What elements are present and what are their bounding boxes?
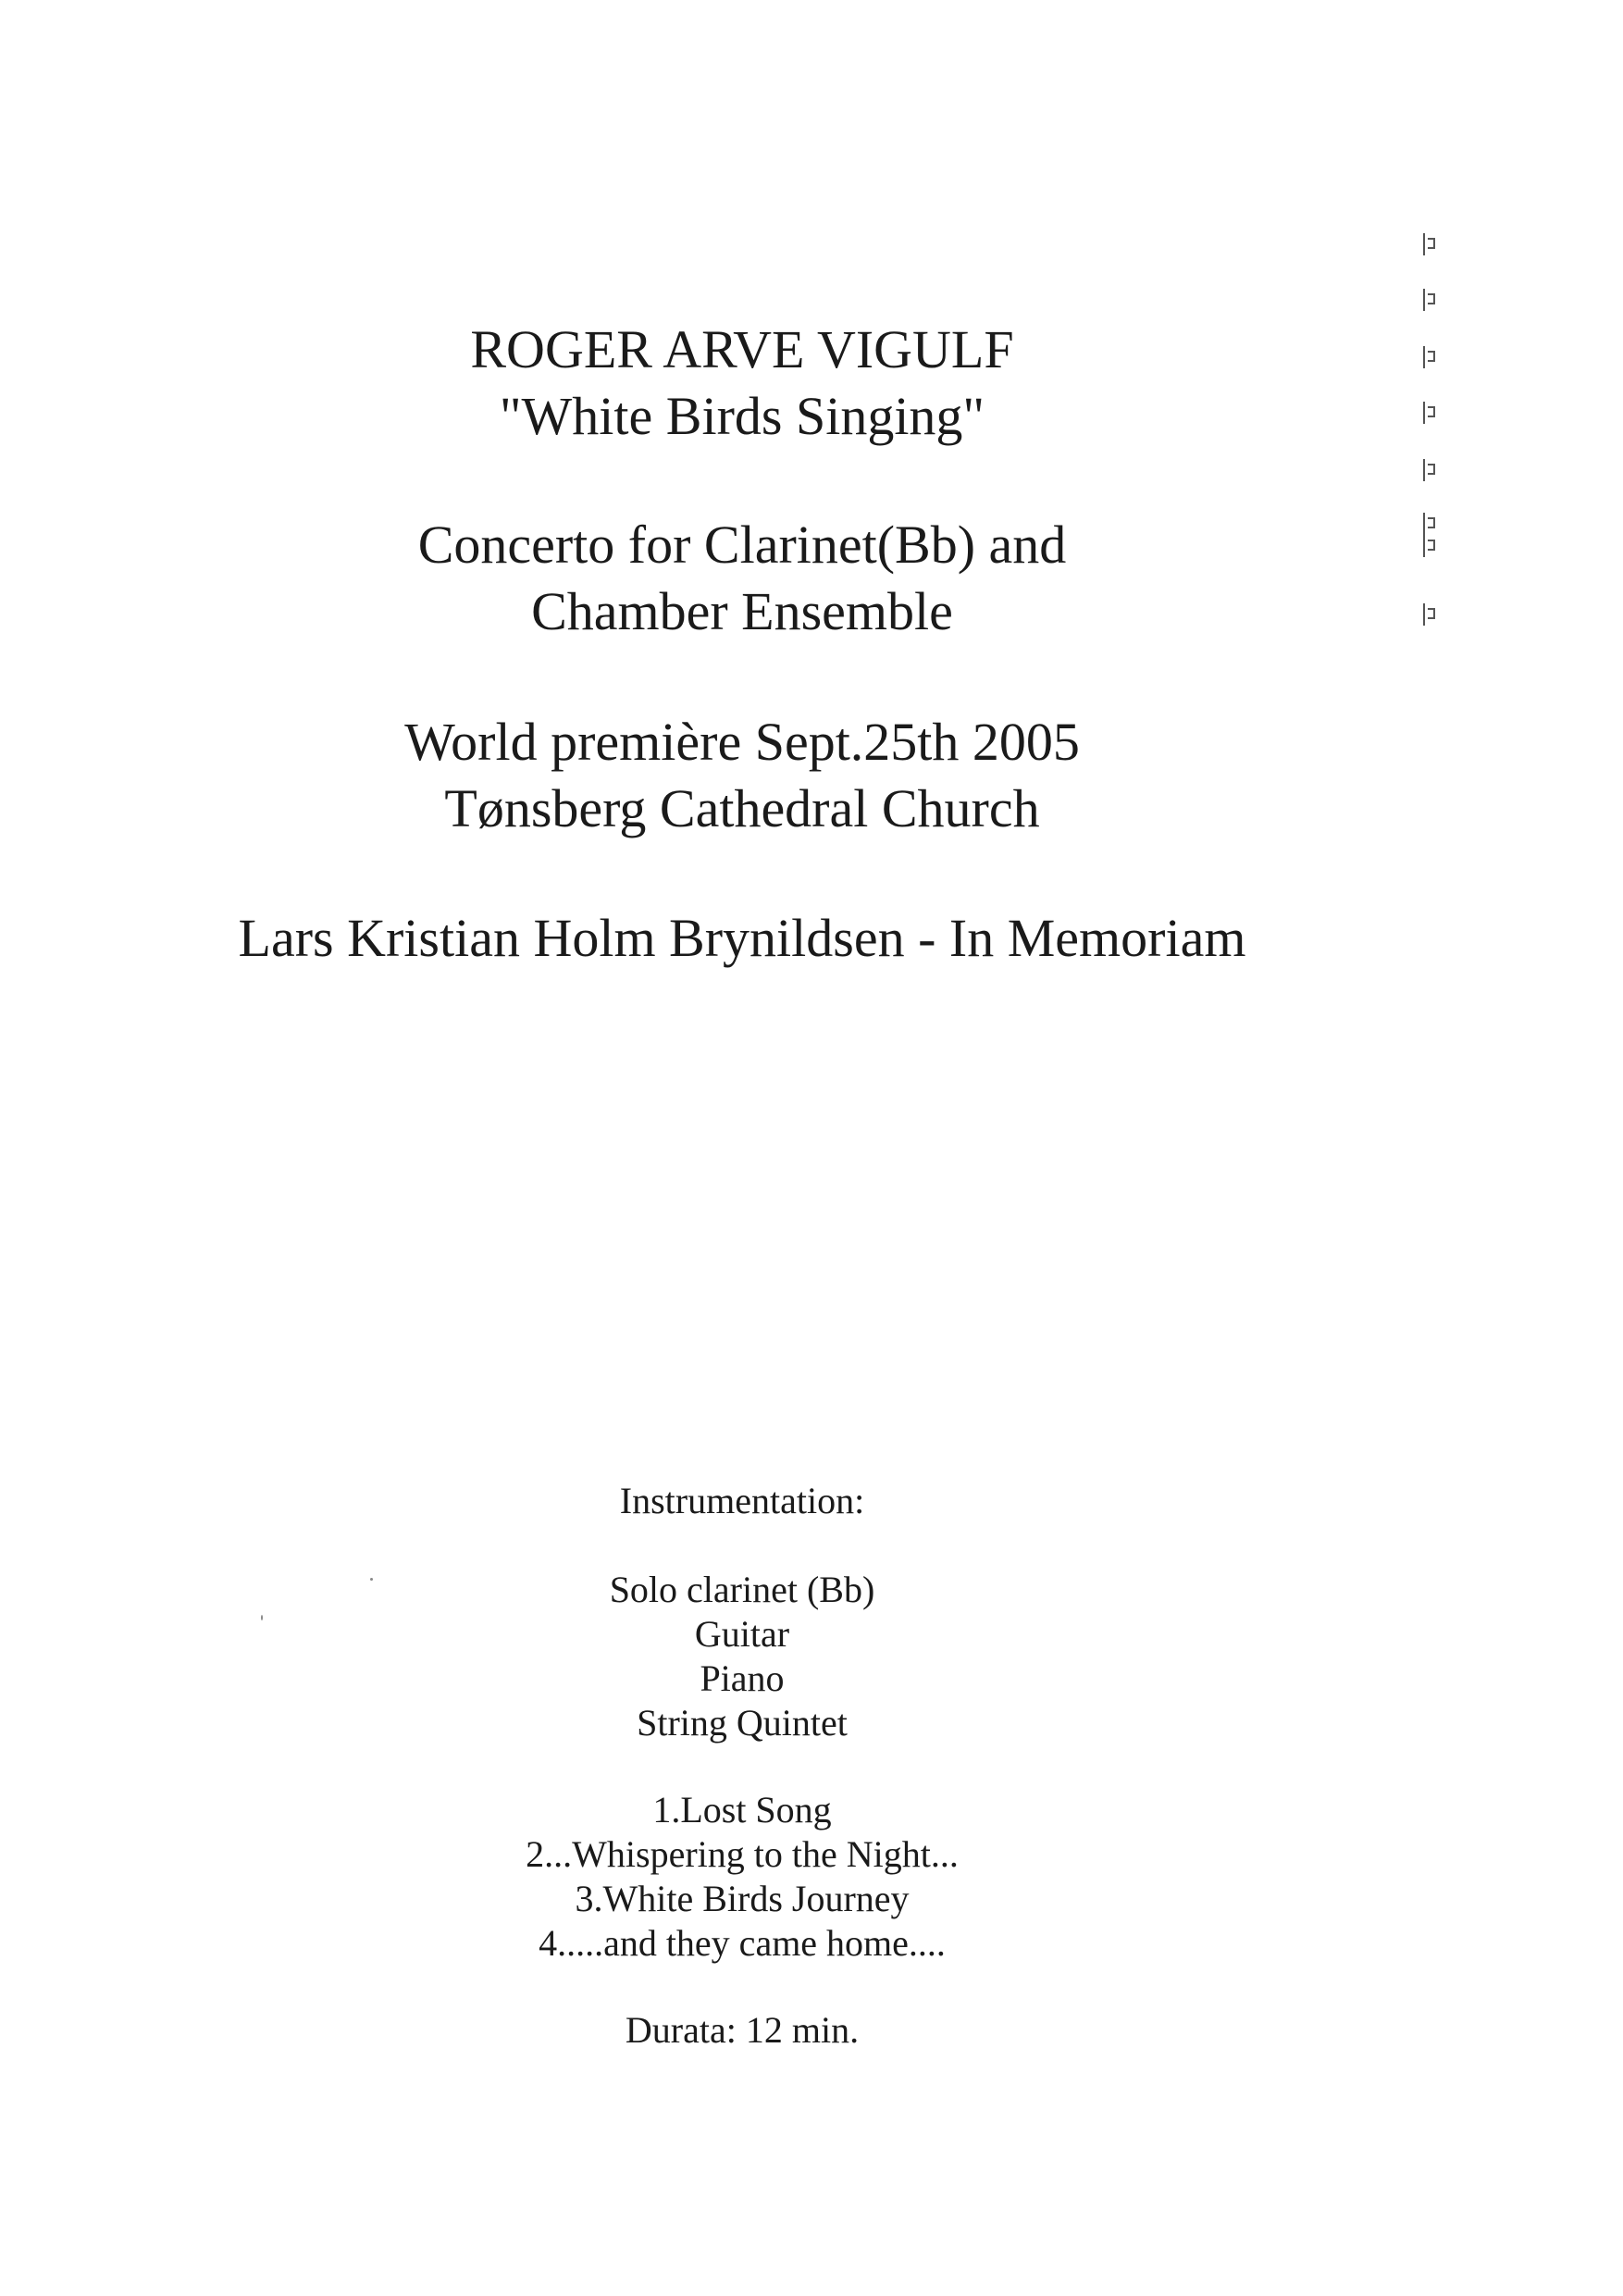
work-description (0, 512, 1484, 645)
instrumentation-heading: Instrumentation: (619, 1480, 865, 1521)
duration-block (0, 2008, 1484, 2053)
movement-item: 1.Lost Song (652, 1789, 832, 1831)
premiere-venue: Tønsberg Cathedral Church (444, 778, 1040, 838)
margin-mark (1423, 289, 1436, 311)
premiere-date: World première Sept.25th 2005 (404, 712, 1080, 772)
margin-mark (1423, 603, 1436, 626)
instrument-item: String Quintet (637, 1702, 848, 1744)
margin-mark (1423, 233, 1436, 255)
instrument-list (0, 1568, 1484, 1745)
instrument-item: Piano (700, 1657, 785, 1699)
instrument-item: Solo clarinet (Bb) (609, 1569, 875, 1610)
title-block (0, 316, 1484, 450)
movement-item: 3.White Birds Journey (575, 1878, 910, 1919)
premiere-info (0, 709, 1484, 842)
composer-name: ROGER ARVE VIGULF (470, 319, 1014, 379)
dedication (0, 905, 1484, 972)
work-description-line-2: Chamber Ensemble (531, 581, 953, 641)
margin-mark (1423, 402, 1436, 424)
scan-speck (261, 1615, 263, 1620)
movement-item: 4.....and they came home.... (539, 1922, 946, 1964)
duration-text: Durata: 12 min. (625, 2009, 860, 2051)
movement-item: 2...Whispering to the Night... (526, 1833, 959, 1875)
dedication-text: Lars Kristian Holm Brynildsen - In Memoriam (238, 908, 1246, 968)
instrument-item: Guitar (694, 1613, 790, 1655)
margin-mark (1423, 513, 1436, 535)
margin-mark (1423, 346, 1436, 368)
work-description-line-1: Concerto for Clarinet(Bb) and (417, 515, 1067, 575)
movement-list (0, 1788, 1484, 1966)
margin-mark (1423, 459, 1436, 481)
instrumentation-heading-block (0, 1479, 1484, 1523)
scanner-margin-marks (1423, 233, 1442, 640)
scan-speck (370, 1578, 373, 1581)
work-title: "White Birds Singing" (499, 386, 985, 446)
margin-mark (1423, 535, 1436, 557)
